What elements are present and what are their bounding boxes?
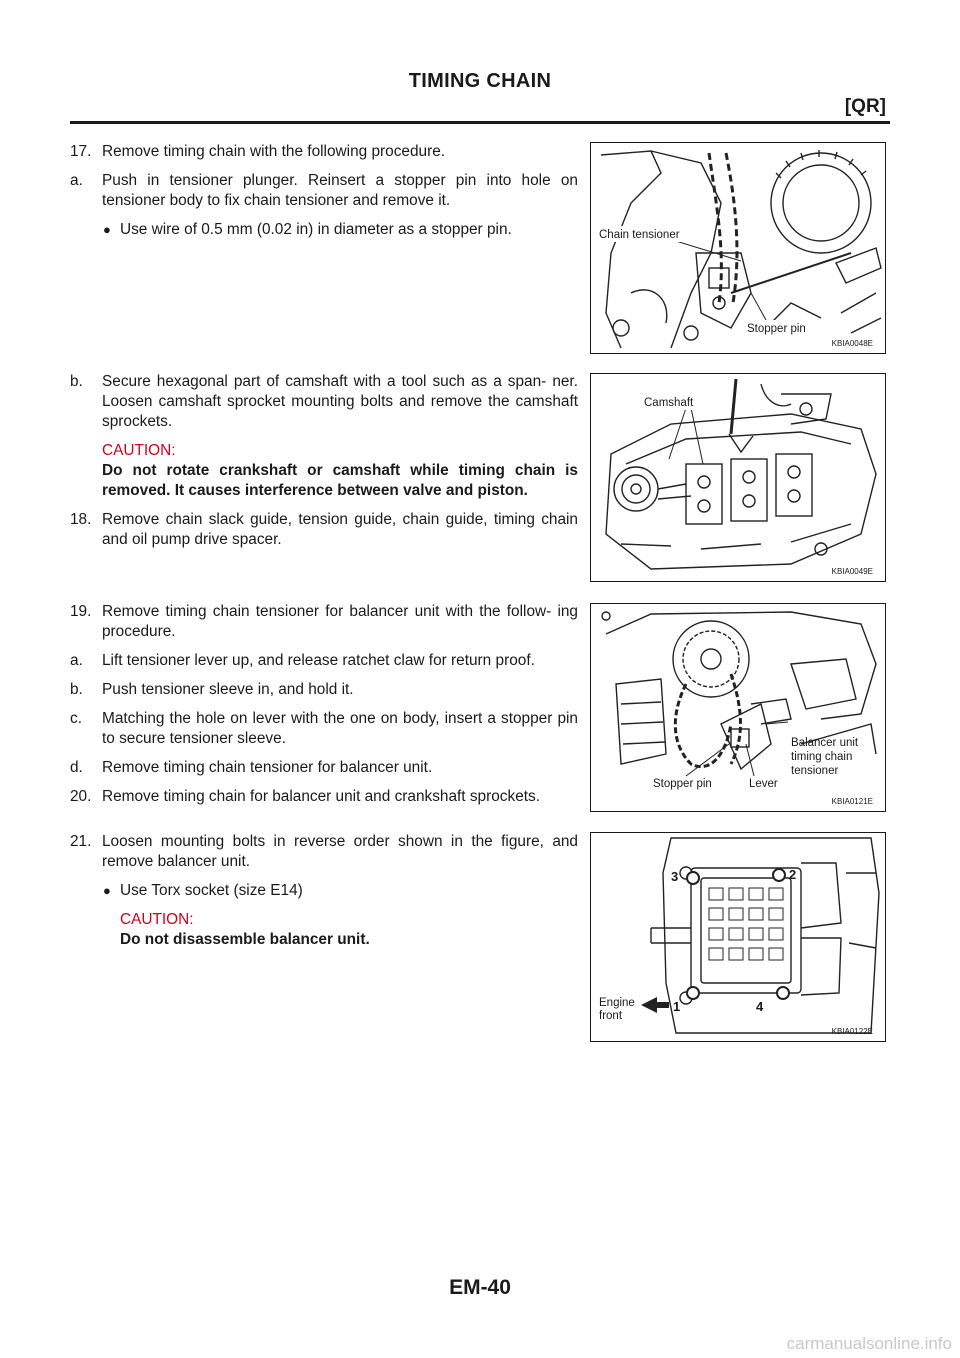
- chain-tensioner-illustration: [591, 143, 884, 352]
- figure-balancer-tensioner: [590, 603, 886, 812]
- label-timing-chain: timing chain: [791, 751, 853, 763]
- step-17b: [70, 372, 578, 432]
- step-number: 17.: [70, 143, 92, 160]
- caution-text: Do not rotate crankshaft or camshaft while timing chain is removed. It causes interference between valve and piston.: [102, 462, 578, 499]
- text-block-step21: [70, 832, 578, 959]
- step-19: [70, 602, 578, 642]
- step-number: 18.: [70, 511, 92, 528]
- text-block-step17: [70, 142, 578, 249]
- caution-text: Do not disassemble balancer unit.: [120, 931, 370, 948]
- figure-balancer-unit: [590, 832, 886, 1042]
- caution-label: CAUTION:: [120, 911, 194, 928]
- step-text: Loosen mounting bolts in reverse order shown in the figure, and remove balancer unit.: [102, 833, 578, 870]
- bullet-item: [70, 220, 578, 240]
- caution-block: [70, 910, 578, 950]
- bullet-text: Use Torx socket (size E14): [120, 882, 303, 899]
- label-balancer-unit: Balancer unit: [791, 737, 859, 749]
- step-text: Push tensioner sleeve in, and hold it.: [102, 681, 354, 698]
- step-19d: [70, 758, 578, 778]
- engine-front-arrow-icon: [641, 997, 669, 1013]
- step-19c: [70, 709, 578, 749]
- watermark: carmanualsonline.info: [786, 1334, 952, 1353]
- label-tensioner: tensioner: [791, 765, 839, 777]
- bullet-dot-icon: ●: [103, 883, 111, 898]
- figure-chain-tensioner: [590, 142, 886, 354]
- bullet-item: [70, 881, 578, 901]
- step-number: 21.: [70, 833, 92, 850]
- step-text: Remove timing chain tensioner for balancer unit with the follow- ing procedure.: [102, 603, 578, 640]
- step-letter: c.: [70, 710, 82, 727]
- label-lever: Lever: [749, 778, 778, 790]
- label-stopper-pin: Stopper pin: [653, 778, 712, 790]
- step-letter: b.: [70, 681, 83, 698]
- step-text: Lift tensioner lever up, and release ratchet claw for return proof.: [102, 652, 535, 669]
- balancer-unit-illustration: [591, 833, 884, 1040]
- step-text: Remove timing chain for balancer unit and crankshaft sprockets.: [102, 788, 540, 805]
- step-text: Remove timing chain tensioner for balancer unit.: [102, 759, 433, 776]
- step-17a: [70, 171, 578, 211]
- section-code: [QR]: [844, 96, 886, 117]
- step-number: 20.: [70, 788, 92, 805]
- step-text: Matching the hole on lever with the one on body, insert a stopper pin to secure tensioner sleeve.: [102, 710, 578, 747]
- label-camshaft: Camshaft: [644, 397, 694, 409]
- header-rule: [70, 121, 890, 124]
- caution-label: CAUTION:: [102, 442, 176, 459]
- label-engine: Engine: [599, 997, 635, 1009]
- bolt-number-4: 4: [756, 999, 764, 1014]
- figure-camshaft: [590, 373, 886, 582]
- step-letter: b.: [70, 373, 83, 390]
- step-text: Secure hexagonal part of camshaft with a tool such as a span- ner. Loosen camshaft sprocket mounting bolts and remove the camshaft sprockets.: [102, 373, 578, 430]
- step-19b: [70, 680, 578, 700]
- page-title: TIMING CHAIN: [408, 70, 552, 92]
- bullet-dot-icon: ●: [103, 222, 111, 237]
- caution-block: [70, 441, 578, 501]
- text-block-step19: [70, 602, 578, 816]
- text-block-step17b: [70, 372, 578, 559]
- figure-code: KBIA0122E: [831, 1027, 873, 1036]
- step-21: [70, 832, 578, 872]
- bolt-number-2: 2: [789, 867, 797, 882]
- bolt-number-3: 3: [671, 869, 679, 884]
- label-front: front: [599, 1010, 623, 1022]
- figure-code: KBIA0121E: [831, 797, 873, 806]
- figure-code: KBIA0048E: [831, 339, 873, 348]
- label-chain-tensioner: Chain tensioner: [599, 229, 680, 241]
- page-number: EM-40: [449, 1276, 511, 1299]
- step-18: [70, 510, 578, 550]
- step-text: Remove chain slack guide, tension guide, chain guide, timing chain and oil pump drive spacer.: [102, 511, 578, 548]
- camshaft-illustration: [591, 374, 884, 580]
- bullet-text: Use wire of 0.5 mm (0.02 in) in diameter as a stopper pin.: [120, 221, 512, 238]
- step-20: [70, 787, 578, 807]
- bolt-number-1: 1: [673, 999, 681, 1014]
- step-text: Remove timing chain with the following procedure.: [102, 143, 446, 160]
- step-text: Push in tensioner plunger. Reinsert a stopper pin into hole on tensioner body to fix chain tensioner and remove it.: [102, 172, 578, 209]
- step-letter: a.: [70, 652, 83, 669]
- balancer-tensioner-illustration: [591, 604, 884, 810]
- step-19a: [70, 651, 578, 671]
- step-number: 19.: [70, 603, 92, 620]
- label-stopper-pin: Stopper pin: [747, 323, 806, 335]
- figure-code: KBIA0049E: [831, 567, 873, 576]
- step-letter: a.: [70, 172, 83, 189]
- step-letter: d.: [70, 759, 83, 776]
- step-17: [70, 142, 578, 162]
